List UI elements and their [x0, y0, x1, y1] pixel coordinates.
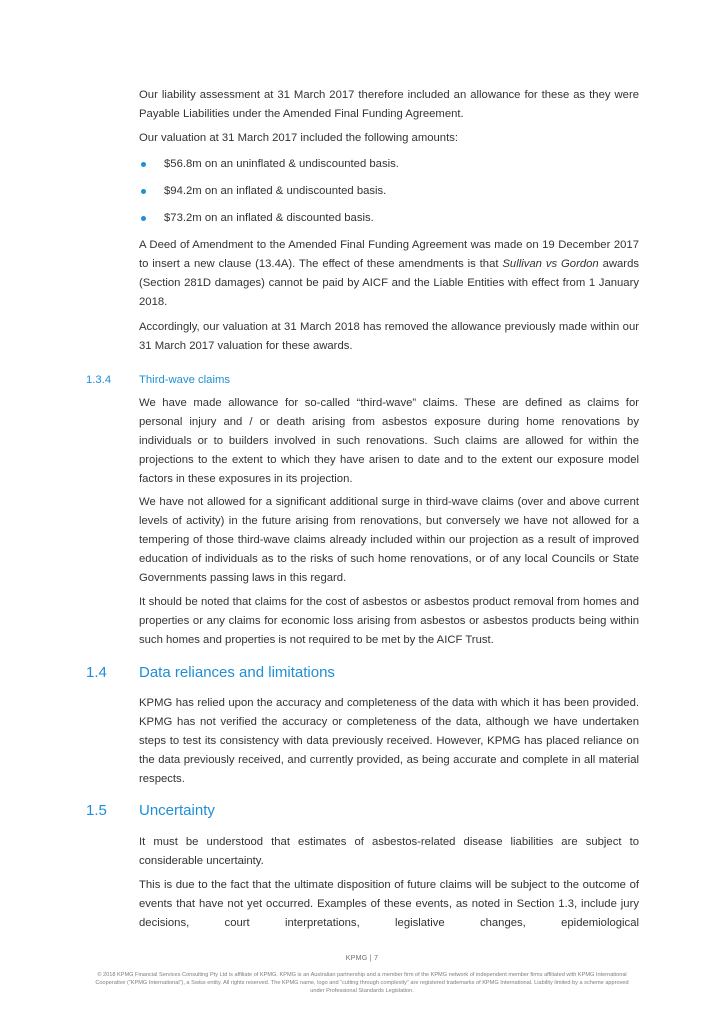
paragraph-allowance-removed: Accordingly, our valuation at 31 March 2018 has removed the allowance previously made within our 31 March 2017 valuation for these awards.: [139, 321, 639, 352]
paragraph-uncertainty-intro: It must be understood that estimates of asbestos-related disease liabilities are subject to considerable uncertainty.: [139, 836, 639, 867]
paragraph-third-wave-allowance: We have made allowance for so-called “third-wave” claims. These are defined as claims for personal injury and / or death arising from asbestos exposure during home renovations by individuals or to builders involved in such renovations. Such claims are allowed for within the projections to the extent to which they have arisen to date and to the extent our exposure model factors in these exposures in its projection.: [139, 397, 639, 485]
paragraph-removal-costs: It should be noted that claims for the cost of asbestos or asbestos product removal from homes and properties or any claims for economic loss arising from asbestos or asbestos products being within such homes and properties is not required to be met by the AICF Trust.: [139, 596, 639, 646]
page-number-footer: KPMG | 7: [345, 955, 379, 962]
valuation-amounts-list: [139, 155, 639, 236]
paragraph-valuation-intro: Our valuation at 31 March 2017 included the following amounts:: [139, 132, 459, 144]
paragraph-data-reliance: KPMG has relied upon the accuracy and completeness of the data with which it has been provided. KPMG has not verified the accuracy or completeness of the data, although we have undertaken steps to test its consistency with data previously received. However, KPMG has placed reliance on the data previously received, and currently provided, as being accurate and complete in all material respects.: [139, 697, 639, 785]
list-item: $56.8m on an uninflated & undiscounted basis.: [139, 155, 639, 182]
section-heading-1-5: 1.5 Uncertainty: [86, 802, 215, 819]
bullet-icon: [141, 216, 146, 221]
paragraph-liability-assessment: Our liability assessment at 31 March 2017 therefore included an allowance for these as they were Payable Liabilities under the Amended Final Funding Agreement.: [139, 89, 639, 120]
bullet-icon: [141, 162, 146, 167]
section-heading-1-4: 1.4 Data reliances and limitations: [86, 664, 335, 681]
section-heading-1-3-4: 1.3.4 Third-wave claims: [86, 374, 231, 386]
list-item: $73.2m on an inflated & discounted basis.: [139, 209, 639, 236]
paragraph-deed-of-amendment: A Deed of Amendment to the Amended Final Funding Agreement was made on 19 December 2017 to insert a new clause (13.4A). The effect of these amendments is that Sullivan vs Gordon awards (Section 281D damages) cannot be paid by AICF and the Liable Entities with effect from 1 January 2018.: [139, 239, 639, 308]
legal-disclaimer: © 2018 KPMG Financial Services Consulting Pty Ltd is affiliate of KPMG. KPMG is an Australian partnership and a member firm of the KPMG network of independent member firms affiliated with KPMG International Cooperative (“KPMG International”), a Swiss entity. All rights reserved. The KPMG name, logo and “cutting through complexity” are registered trademarks of KPMG International. Liability limited by a scheme approved under Professional Standards Legislation.: [95, 972, 629, 994]
paragraph-uncertainty-events: This is due to the fact that the ultimate disposition of future claims will be subject to the outcome of events that have not yet occurred. Examples of these events, as noted in Section 1.3, include jury decisions, court interpretations, legislative changes, epidemiological: [139, 879, 639, 929]
paragraph-third-wave-surge: We have not allowed for a significant additional surge in third-wave claims (over and above current levels of activity) in the future arising from renovations, but conversely we have not allowed for a tempering of those third-wave claims already included within our projection as a result of improved education of individuals as to the risks of such home renovations, or of any local Councils or State Governments passing laws in this regard.: [139, 496, 639, 584]
list-item: $94.2m on an inflated & undiscounted basis.: [139, 182, 639, 209]
bullet-icon: [141, 189, 146, 194]
